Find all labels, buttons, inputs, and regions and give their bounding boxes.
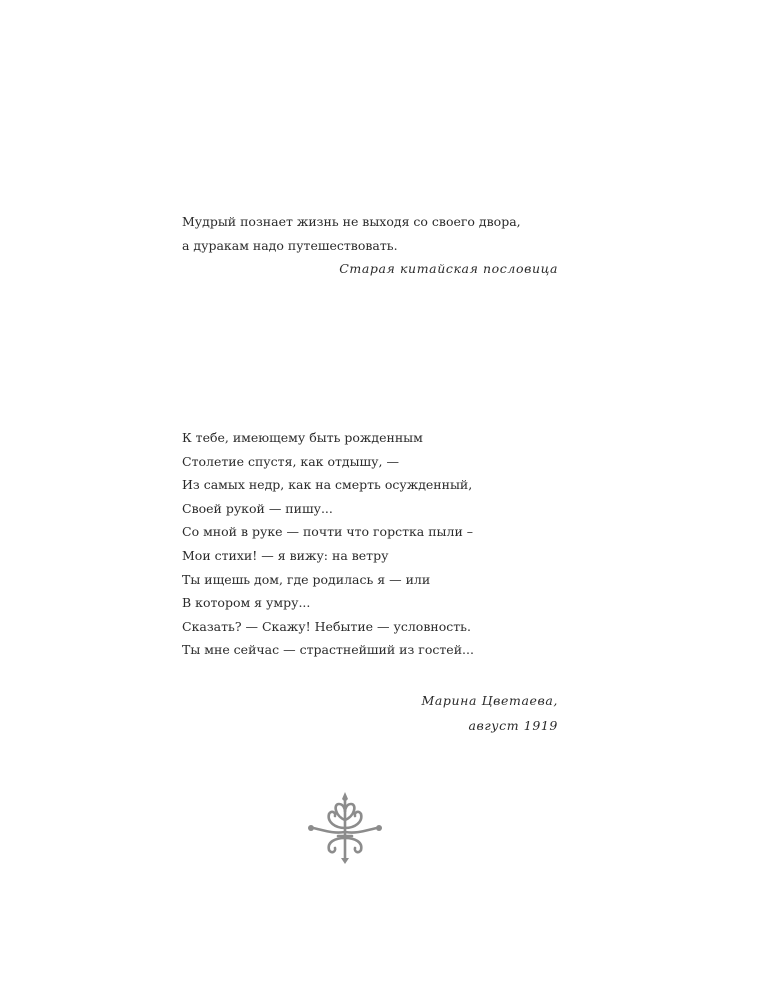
poem-author: Марина Цветаева, bbox=[421, 693, 558, 708]
poem-line: К тебе, имеющему быть рожденным bbox=[182, 430, 423, 445]
fleuron-ornament-icon bbox=[305, 790, 385, 865]
poem-line: Столетие спустя, как отдышу, — bbox=[182, 453, 399, 469]
epigraph-line: Мудрый познает жизнь не выходя со своего двора, bbox=[182, 214, 521, 229]
poem-line: Сказать? — Скажу! Небытие — условность. bbox=[182, 618, 471, 634]
poem-line: Своей рукой — пишу... bbox=[182, 500, 333, 516]
epigraph-line: а дуракам надо путешествовать. bbox=[182, 237, 398, 253]
epigraph bbox=[182, 210, 558, 281]
poem-line: Мои стихи! — я вижу: на ветру bbox=[182, 547, 389, 563]
poem-line: В котором я умру... bbox=[182, 595, 311, 611]
poem bbox=[182, 426, 558, 662]
poem-signature bbox=[182, 688, 558, 738]
poem-line: Со мной в руке — почти что горстка пыли – bbox=[182, 524, 473, 540]
poem-line: Из самых недр, как на смерть осужденный, bbox=[182, 477, 473, 493]
poem-line: Ты мне сейчас — страстнейший из гостей... bbox=[182, 642, 474, 658]
poem-line: Ты ищешь дом, где родилась я — или bbox=[182, 571, 431, 587]
poem-date: август 1919 bbox=[468, 718, 558, 733]
epigraph-attribution: Старая китайская пословица bbox=[339, 261, 558, 277]
